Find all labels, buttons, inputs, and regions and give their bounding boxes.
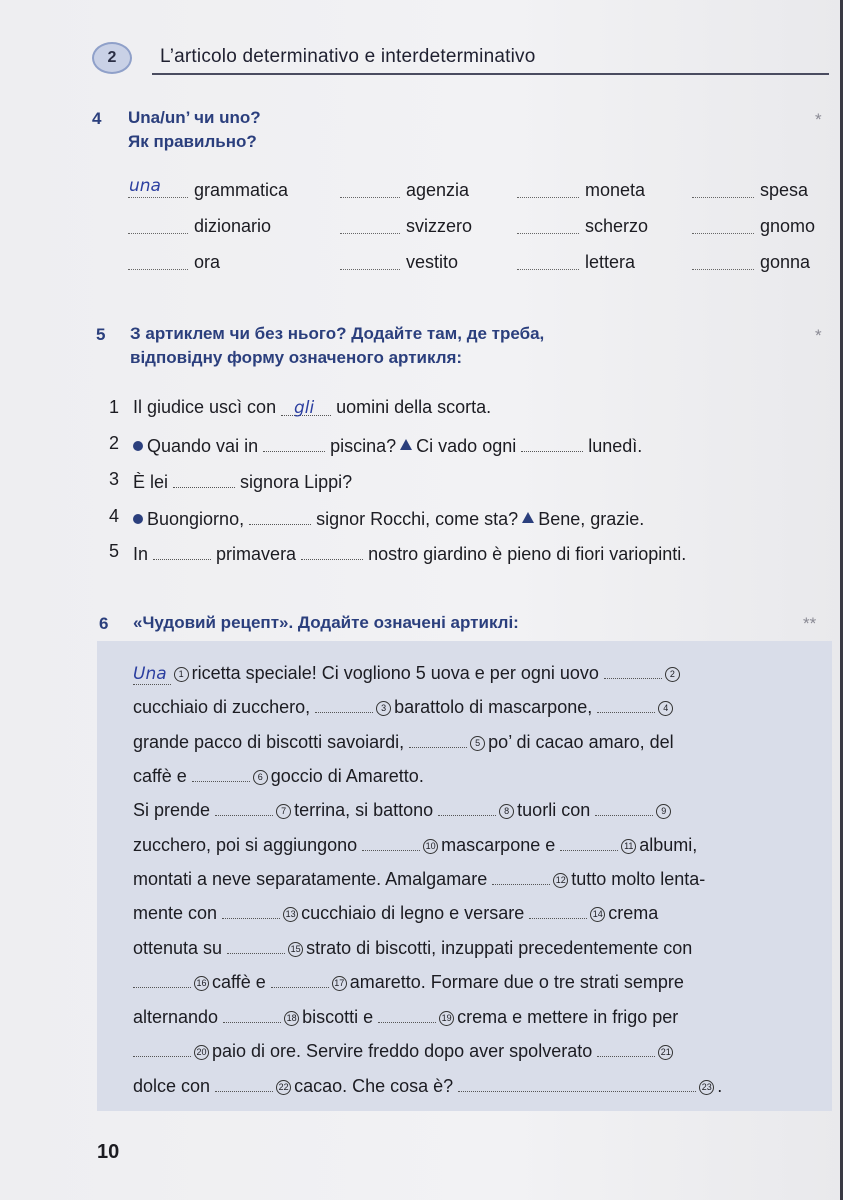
blank-marker-11: 11	[621, 839, 636, 854]
ex5-sentence-2	[133, 433, 642, 459]
ex5-text: Quando vai in	[147, 436, 259, 456]
recipe-line-11	[133, 1004, 678, 1028]
exercise-4-title-line2: Як правильно?	[128, 132, 257, 151]
recipe-blank-21[interactable]	[597, 1038, 655, 1057]
recipe-text: amaretto. Formare due o tre strati sempre	[349, 972, 684, 992]
ex4-word-5: dizionario	[194, 216, 272, 236]
blank-marker-6: 6	[253, 770, 268, 785]
ex5-line-number: 4	[109, 506, 120, 526]
ex4-word-11: lettera	[585, 252, 636, 272]
ex5-blank[interactable]	[263, 433, 325, 452]
blank-marker-15: 15	[288, 942, 303, 957]
recipe-text: tutto molto lenta-	[571, 869, 706, 889]
recipe-text: mascarpone e	[441, 835, 556, 855]
ex5-blank[interactable]	[173, 469, 235, 488]
blank-marker-1: 1	[174, 667, 189, 682]
ex5-sentence-1	[133, 397, 491, 423]
ex5-text: È lei	[133, 472, 169, 492]
blank-marker-22: 22	[276, 1080, 291, 1095]
recipe-blank-17[interactable]	[271, 969, 329, 988]
ex4-blank-12[interactable]	[692, 269, 754, 270]
blank-marker-16: 16	[194, 976, 209, 991]
recipe-blank-4[interactable]	[597, 694, 655, 713]
ex4-blank-11[interactable]	[517, 269, 579, 270]
recipe-blank-14[interactable]	[529, 900, 587, 919]
recipe-text: biscotti e	[302, 1007, 374, 1027]
recipe-blank-16[interactable]	[133, 969, 191, 988]
recipe-text: goccio di Amaretto.	[270, 766, 424, 786]
blank-marker-2: 2	[665, 667, 680, 682]
ex5-text: Bene, grazie.	[538, 509, 645, 529]
ex4-word-9: ora	[194, 252, 221, 272]
recipe-text: tuorli con	[517, 800, 591, 820]
exercise-5-title	[130, 322, 544, 370]
chapter-badge	[92, 42, 132, 74]
recipe-text: grande pacco di biscotti savoiardi,	[133, 732, 405, 752]
ex5-blank[interactable]	[301, 541, 363, 560]
blank-marker-4: 4	[658, 701, 673, 716]
recipe-text: paio di ore. Servire freddo dopo aver spolverato	[212, 1041, 593, 1061]
recipe-text: albumi,	[639, 835, 698, 855]
ex5-sentence-5	[133, 541, 686, 567]
exercise-5-title-line2: відповідну форму означеного артикля:	[130, 348, 463, 367]
recipe-blank-12[interactable]	[492, 866, 550, 885]
ex4-blank-9[interactable]	[128, 269, 188, 270]
recipe-text: crema	[608, 903, 659, 923]
blank-marker-21: 21	[658, 1045, 673, 1060]
recipe-line-12	[133, 1038, 676, 1062]
ex4-answer-1[interactable]: una	[129, 176, 161, 196]
recipe-blank-15[interactable]	[227, 935, 285, 954]
ex5-text: nostro giardino è pieno di fiori variopinti.	[368, 544, 687, 564]
exercise-4-title-line1: Una/un’ чи uno?	[128, 108, 261, 127]
recipe-line-8	[133, 900, 658, 924]
recipe-line-7	[133, 866, 705, 890]
recipe-line-6	[133, 832, 697, 856]
blank-marker-10: 10	[423, 839, 438, 854]
exercise-4-difficulty: *	[815, 110, 822, 129]
speaker-b-triangle-icon	[522, 512, 534, 523]
recipe-line-13: dolce con 22 cacao. Che cosa è? 23 .	[133, 1073, 722, 1097]
ex5-sentence-4	[133, 506, 644, 532]
ex4-word-7: scherzo	[585, 216, 649, 236]
ex4-word-3: moneta	[585, 180, 646, 200]
recipe-line-1	[133, 660, 683, 684]
recipe-answer-1[interactable]: Una	[133, 664, 171, 685]
ex4-word-4: spesa	[760, 180, 809, 200]
recipe-blank-6[interactable]	[192, 763, 250, 782]
ex4-blank-1[interactable]	[128, 197, 188, 198]
speaker-a-dot-icon	[133, 441, 143, 451]
header-divider	[152, 73, 829, 75]
recipe-blank-7[interactable]	[215, 797, 273, 816]
recipe-text: dolce con	[133, 1076, 211, 1096]
chapter-number: 2	[107, 49, 117, 66]
ex5-blank[interactable]	[521, 433, 583, 452]
recipe-text: terrina, si battono	[294, 800, 434, 820]
ex4-word-8: gnomo	[760, 216, 816, 236]
exercise-6-number: 6	[99, 614, 109, 633]
ex5-line-number: 3	[109, 469, 120, 489]
recipe-text: ottenuta su	[133, 938, 223, 958]
recipe-text: strato di biscotti, inzuppati precedentemente con	[306, 938, 693, 958]
ex4-blank-10[interactable]	[340, 269, 400, 270]
recipe-line-9	[133, 935, 692, 959]
recipe-blank-11[interactable]	[560, 832, 618, 851]
recipe-text: Si prende	[133, 800, 211, 820]
recipe-text: ricetta speciale! Ci vogliono 5 uova e per ogni uovo	[191, 663, 599, 683]
ex5-text: uomini della scorta.	[336, 397, 492, 417]
recipe-blank-23[interactable]	[458, 1073, 696, 1092]
recipe-text: barattolo di mascarpone,	[394, 697, 593, 717]
recipe-blank-20[interactable]	[133, 1038, 191, 1057]
recipe-blank-5[interactable]	[409, 729, 467, 748]
recipe-text: po’ di cacao amaro, del	[488, 732, 674, 752]
exercise-5-difficulty: *	[815, 326, 822, 345]
ex5-text: In	[133, 544, 149, 564]
recipe-text: cucchiaio di legno e versare	[301, 903, 525, 923]
recipe-line-10	[133, 969, 684, 993]
blank-marker-12: 12	[553, 873, 568, 888]
ex5-text: signora Lippi?	[240, 472, 353, 492]
recipe-line-5	[133, 797, 674, 821]
recipe-blank-18[interactable]	[223, 1004, 281, 1023]
ex4-word-6: svizzero	[406, 216, 473, 236]
page-number: 10	[97, 1141, 120, 1163]
recipe-text: alternando	[133, 1007, 219, 1027]
ex4-blank-3[interactable]	[517, 197, 579, 198]
blank-marker-7: 7	[276, 804, 291, 819]
ex4-blank-6[interactable]	[340, 233, 400, 234]
exercise-5-title-line1: З артиклем чи без нього? Додайте там, де треба,	[130, 324, 545, 343]
recipe-blank-22[interactable]	[215, 1073, 273, 1092]
speaker-b-triangle-icon	[400, 439, 412, 450]
ex5-line-number: 5	[109, 541, 120, 561]
recipe-line-4	[133, 763, 424, 787]
recipe-text: caffè e	[212, 972, 266, 992]
exercise-4-title	[128, 106, 261, 154]
ex5-blank[interactable]	[153, 541, 211, 560]
ex4-blank-5[interactable]	[128, 233, 188, 234]
recipe-blank-10[interactable]	[362, 832, 420, 851]
ex5-blank[interactable]	[249, 506, 311, 525]
blank-marker-8: 8	[499, 804, 514, 819]
blank-marker-14: 14	[590, 907, 605, 922]
blank-marker-23: 23	[699, 1080, 714, 1095]
ex4-word-12: gonna	[760, 252, 811, 272]
recipe-blank-8[interactable]	[438, 797, 496, 816]
ex5-text: signor Rocchi, come sta?	[316, 509, 519, 529]
ex5-text: primavera	[216, 544, 297, 564]
exercise-5-number: 5	[96, 325, 106, 344]
speaker-a-dot-icon	[133, 514, 143, 524]
ex5-text: Ci vado ogni	[416, 436, 517, 456]
ex5-answer-1[interactable]: gli	[293, 398, 315, 418]
ex5-line-number: 2	[109, 433, 120, 453]
ex4-blank-4[interactable]	[692, 197, 754, 198]
ex4-word-2: agenzia	[406, 180, 470, 200]
recipe-blank-9[interactable]	[595, 797, 653, 816]
ex5-text: Il giudice uscì con	[133, 397, 277, 417]
recipe-line-3	[133, 729, 674, 753]
ex5-sentence-3	[133, 469, 352, 495]
ex5-line-number: 1	[109, 397, 120, 417]
ex4-blank-7[interactable]	[517, 233, 579, 234]
ex5-text: lunedì.	[588, 436, 643, 456]
recipe-blank-2[interactable]	[604, 660, 662, 679]
recipe-text: mente con	[133, 903, 218, 923]
recipe-blank-3[interactable]	[315, 694, 373, 713]
blank-marker-9: 9	[656, 804, 671, 819]
ex5-blank[interactable]	[281, 397, 331, 416]
recipe-text: caffè e	[133, 766, 187, 786]
blank-marker-18: 18	[284, 1011, 299, 1026]
ex4-word-10: vestito	[406, 252, 459, 272]
recipe-text: zucchero, poi si aggiungono	[133, 835, 358, 855]
exercise-6-title: «Чудовий рецепт». Додайте означені артиклі:	[133, 613, 519, 632]
exercise-6-difficulty: **	[803, 614, 817, 633]
exercise-4-number: 4	[92, 109, 102, 128]
ex4-blank-8[interactable]	[692, 233, 754, 234]
blank-marker-19: 19	[439, 1011, 454, 1026]
recipe-text: cucchiaio di zucchero,	[133, 697, 311, 717]
blank-marker-3: 3	[376, 701, 391, 716]
ex4-word-1: grammatica	[194, 180, 289, 200]
ex5-text: Buongiorno,	[147, 509, 245, 529]
ex5-text: piscina?	[330, 436, 397, 456]
recipe-blank-19[interactable]	[378, 1004, 436, 1023]
chapter-title: L’articolo determinativo e interdeterminativo	[160, 46, 536, 67]
blank-marker-20: 20	[194, 1045, 209, 1060]
ex4-blank-2[interactable]	[340, 197, 400, 198]
recipe-text: montati a neve separatamente. Amalgamare	[133, 869, 488, 889]
recipe-text: cacao. Che cosa è?	[294, 1076, 454, 1096]
recipe-blank-13[interactable]	[222, 900, 280, 919]
blank-marker-5: 5	[470, 736, 485, 751]
blank-marker-17: 17	[332, 976, 347, 991]
recipe-text: crema e mettere in frigo per	[457, 1007, 679, 1027]
recipe-line-2	[133, 694, 676, 718]
blank-marker-13: 13	[283, 907, 298, 922]
